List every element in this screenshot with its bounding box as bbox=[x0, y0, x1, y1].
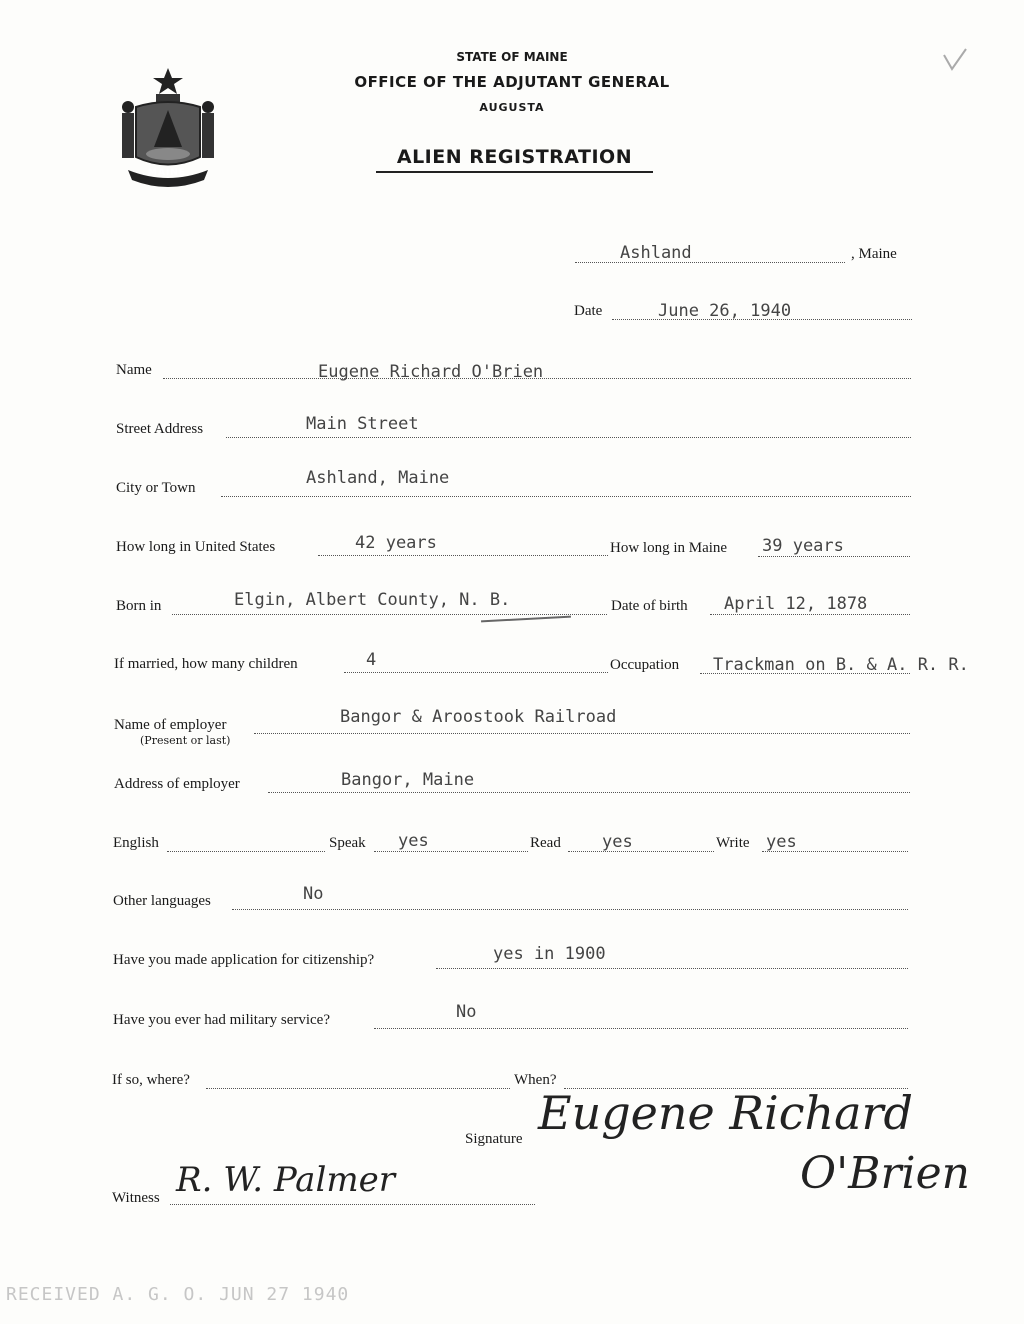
check-mark-icon bbox=[940, 45, 970, 79]
seal-ribbon: MAINE bbox=[148, 168, 186, 178]
born-value: Elgin, Albert County, N. B. bbox=[234, 590, 511, 610]
children-label: If married, how many children bbox=[114, 656, 298, 672]
employer-label: Name of employer bbox=[114, 717, 227, 733]
occupation-value: Trackman on B. & A. R. R. bbox=[713, 655, 969, 675]
underline-mark bbox=[481, 616, 571, 623]
street-value: Main Street bbox=[306, 414, 419, 434]
city-heading: AUGUSTA bbox=[479, 101, 545, 114]
english-label: English bbox=[113, 835, 159, 851]
place-state-label: , Maine bbox=[851, 246, 897, 262]
maine-duration-value: 39 years bbox=[762, 536, 844, 556]
occupation-label: Occupation bbox=[610, 657, 680, 673]
city-value: Ashland, Maine bbox=[306, 468, 450, 488]
street-label: Street Address bbox=[116, 421, 204, 437]
witness-label: Witness bbox=[112, 1190, 160, 1206]
speak-value: yes bbox=[398, 831, 429, 851]
other-languages-value: No bbox=[303, 884, 324, 904]
us-duration-label: How long in United States bbox=[116, 539, 276, 555]
other-languages-label: Other languages bbox=[113, 893, 211, 909]
where-label: If so, where? bbox=[112, 1072, 190, 1088]
us-duration-value: 42 years bbox=[355, 533, 437, 553]
children-value: 4 bbox=[366, 650, 377, 670]
employer-address-label: Address of employer bbox=[114, 776, 240, 792]
state-heading: STATE OF MAINE bbox=[456, 50, 568, 64]
read-value: yes bbox=[602, 832, 633, 852]
date-label: Date bbox=[574, 303, 603, 319]
write-label: Write bbox=[716, 835, 750, 851]
born-label: Born in bbox=[116, 598, 162, 614]
military-value: No bbox=[456, 1002, 477, 1022]
dob-label: Date of birth bbox=[611, 598, 688, 614]
name-label: Name bbox=[116, 362, 152, 378]
dob-value: April 12, 1878 bbox=[724, 594, 868, 614]
read-label: Read bbox=[530, 835, 561, 851]
signature-line2: O'Brien bbox=[800, 1148, 970, 1199]
employer-value: Bangor & Aroostook Railroad bbox=[340, 707, 617, 727]
city-label: City or Town bbox=[116, 480, 196, 496]
signature-label: Signature bbox=[465, 1131, 523, 1147]
maine-duration-label: How long in Maine bbox=[610, 540, 728, 556]
write-value: yes bbox=[766, 832, 797, 852]
employer-address-value: Bangor, Maine bbox=[341, 770, 475, 790]
name-value: Eugene Richard O'Brien bbox=[318, 362, 544, 382]
citizenship-label: Have you made application for citizenship? bbox=[113, 952, 375, 968]
witness-signature: R. W. Palmer bbox=[176, 1160, 395, 1200]
place-town: Ashland bbox=[620, 243, 692, 263]
speak-label: Speak bbox=[329, 835, 366, 851]
when-label: When? bbox=[514, 1072, 557, 1088]
military-label: Have you ever had military service? bbox=[113, 1012, 330, 1028]
received-stamp: RECEIVED A. G. O. JUN 27 1940 bbox=[6, 1284, 350, 1305]
date-value: June 26, 1940 bbox=[658, 301, 792, 321]
form-title: ALIEN REGISTRATION bbox=[376, 146, 653, 173]
employer-sublabel: (Present or last) bbox=[140, 734, 231, 747]
citizenship-value: yes in 1900 bbox=[493, 944, 606, 964]
office-heading: OFFICE OF THE ADJUTANT GENERAL bbox=[354, 73, 670, 91]
signature-line1: Eugene Richard bbox=[538, 1086, 913, 1140]
